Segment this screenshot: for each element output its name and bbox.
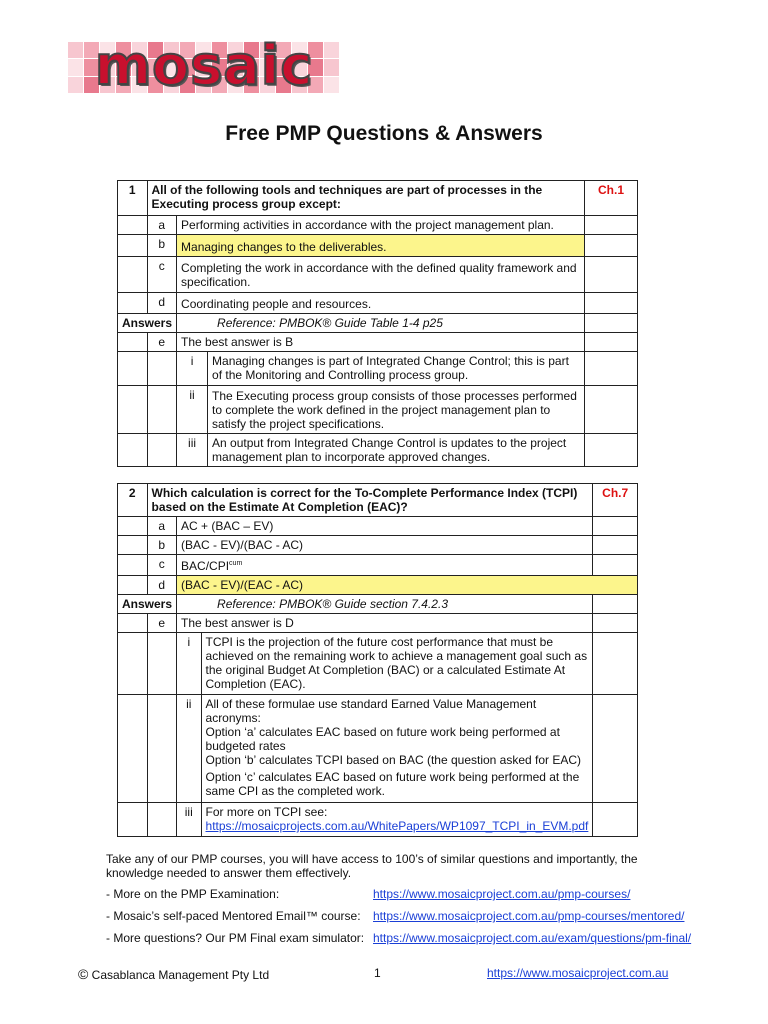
option-letter: c bbox=[147, 257, 177, 293]
tcpi-whitepaper-link[interactable]: https://mosaicprojects.com.au/WhitePapers/WP1097_TCPI_in_EVM.pdf bbox=[205, 819, 589, 833]
option-letter: d bbox=[147, 293, 177, 314]
answers-label: Answers bbox=[118, 595, 177, 614]
explanation-text: Managing changes is part of Integrated Change Control; this is part of the Monitoring and Controlling process group. bbox=[208, 352, 585, 386]
explanation-line: For more on TCPI see: bbox=[205, 805, 328, 819]
logo-wordmark: mosaic bbox=[94, 34, 314, 97]
reference-text: Reference: PMBOK® Guide section 7.4.2.3 bbox=[177, 595, 593, 614]
option-text: Coordinating people and resources. bbox=[177, 293, 585, 314]
formula-text: BAC/CPI bbox=[181, 559, 230, 573]
explanation-text: The Executing process group consists of those processes performed to complete the work defined in the project management plan to satisfy the project specifications. bbox=[208, 386, 585, 434]
promo-paragraph: Take any of our PMP courses, you will have access to 100’s of similar questions and importantly, the knowledge needed to answer them effectively. bbox=[106, 852, 638, 880]
option-letter: b bbox=[147, 536, 177, 555]
option-letter: e bbox=[147, 614, 177, 633]
pm-final-exam-link[interactable]: https://www.mosaicproject.com.au/exam/questions/pm-final/ bbox=[373, 931, 692, 945]
explanation-numeral: i bbox=[177, 352, 208, 386]
question-text: All of the following tools and techniques are part of processes in the Executing process group except: bbox=[147, 181, 584, 216]
option-text-highlighted: Managing changes to the deliverables. bbox=[177, 235, 585, 257]
footer-website-link[interactable]: https://www.mosaicproject.com.au bbox=[487, 966, 669, 980]
formula-superscript: cum bbox=[229, 560, 243, 567]
explanation-line: Option ‘b’ calculates TCPI based on BAC (the question asked for EAC) bbox=[205, 753, 582, 767]
explanation-numeral: ii bbox=[177, 695, 201, 803]
explanation-numeral: iii bbox=[177, 434, 208, 467]
bullet-label: - Mosaic’s self-paced Mentored Email™ course: bbox=[106, 909, 361, 923]
explanation-text bbox=[201, 803, 593, 837]
option-text: (BAC - EV)/(BAC - AC) bbox=[177, 536, 593, 555]
explanation-line: All of these formulae use standard Earned Value Management acronyms: bbox=[205, 697, 537, 725]
answers-label: Answers bbox=[118, 314, 177, 333]
option-text-highlighted: (BAC - EV)/(EAC - AC) bbox=[177, 576, 638, 595]
question-number: 1 bbox=[118, 181, 148, 216]
explanation-text bbox=[201, 695, 593, 803]
option-text: Completing the work in accordance with the defined quality framework and specification. bbox=[177, 257, 585, 293]
explanation-numeral: ii bbox=[177, 386, 208, 434]
bullet-label: - More on the PMP Examination: bbox=[106, 887, 280, 901]
page-number: 1 bbox=[374, 966, 381, 980]
option-text bbox=[177, 555, 593, 576]
option-letter: b bbox=[147, 235, 177, 257]
best-answer: The best answer is B bbox=[177, 333, 585, 352]
mentored-course-link[interactable]: https://www.mosaicproject.com.au/pmp-courses/mentored/ bbox=[373, 909, 685, 923]
explanation-line: Option ‘c’ calculates EAC based on future work being performed at the same CPI as the completed work. bbox=[205, 770, 580, 798]
question-2-table bbox=[117, 483, 638, 837]
question-1-table bbox=[117, 180, 638, 467]
best-answer: The best answer is D bbox=[177, 614, 593, 633]
chapter-badge: Ch.1 bbox=[585, 181, 638, 216]
explanation-numeral: iii bbox=[177, 803, 201, 837]
page-title: Free PMP Questions & Answers bbox=[225, 122, 543, 145]
explanation-text: TCPI is the projection of the future cost performance that must be achieved on the remaining work to achieve a management goal such as the original Budget At Completion (BAC) or a calculated Estimate At Completion (EAC). bbox=[201, 633, 593, 695]
question-text: Which calculation is correct for the To-Complete Performance Index (TCPI) based on the Estimate At Completion (EAC)? bbox=[147, 484, 593, 517]
bullet-label: - More questions? Our PM Final exam simulator: bbox=[106, 931, 365, 945]
footer-copyright bbox=[78, 966, 269, 982]
chapter-badge: Ch.7 bbox=[593, 484, 638, 517]
copyright-icon: © bbox=[78, 966, 89, 982]
pmp-courses-link[interactable]: https://www.mosaicproject.com.au/pmp-courses/ bbox=[373, 887, 631, 901]
option-letter: e bbox=[147, 333, 177, 352]
option-text: AC + (BAC – EV) bbox=[177, 517, 593, 536]
explanation-line: Option ‘a’ calculates EAC based on future work being performed at budgeted rates bbox=[205, 725, 560, 753]
option-letter: d bbox=[147, 576, 177, 595]
question-number: 2 bbox=[118, 484, 148, 517]
reference-text: Reference: PMBOK® Guide Table 1-4 p25 bbox=[177, 314, 585, 333]
explanation-text: An output from Integrated Change Control is updates to the project management plan to incorporate approved changes. bbox=[208, 434, 585, 467]
company-name: Casablanca Management Pty Ltd bbox=[91, 968, 270, 982]
option-letter: c bbox=[147, 555, 177, 576]
option-letter: a bbox=[147, 216, 177, 235]
option-letter: a bbox=[147, 517, 177, 536]
explanation-numeral: i bbox=[177, 633, 201, 695]
option-text: Performing activities in accordance with the project management plan. bbox=[177, 216, 585, 235]
